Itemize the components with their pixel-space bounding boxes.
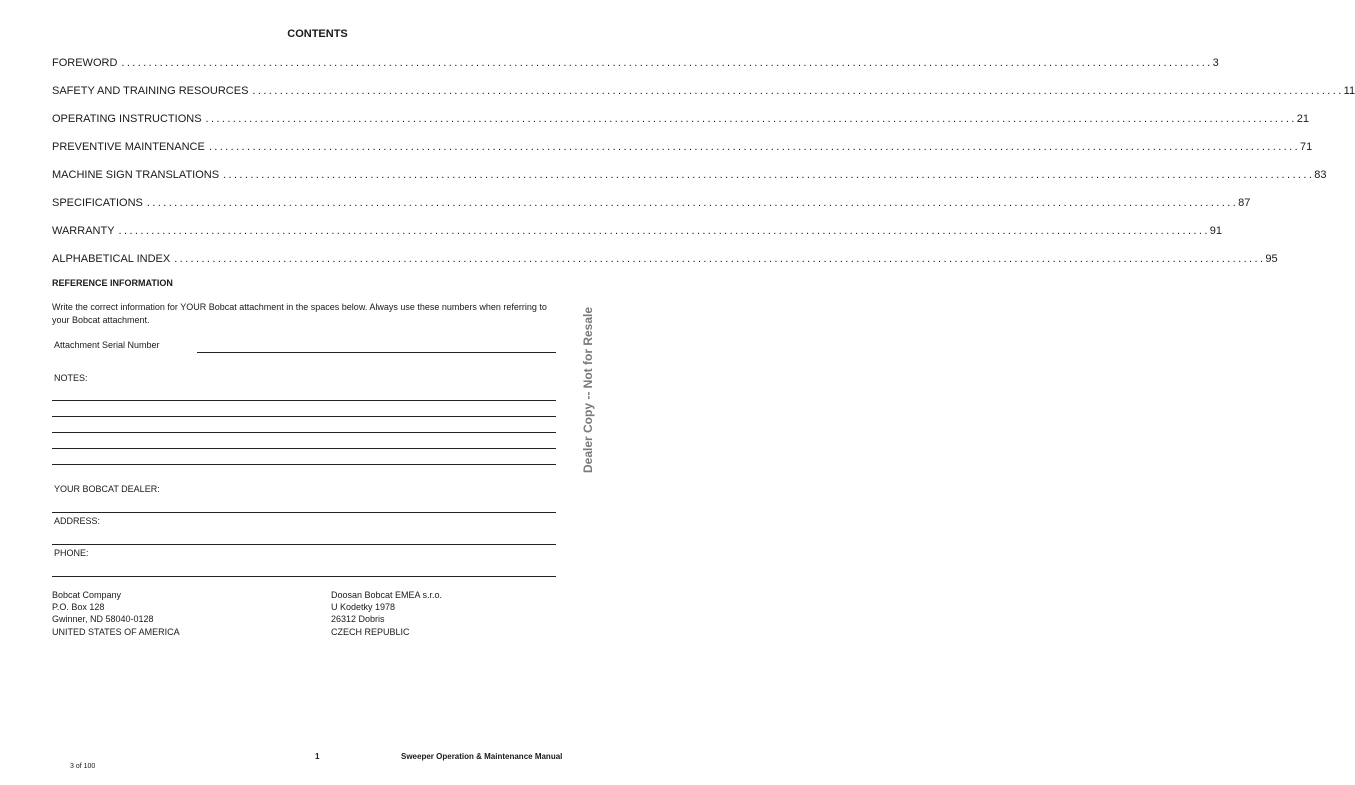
manual-title: Sweeper Operation & Maintenance Manual — [401, 752, 563, 761]
address-line-text: 26312 Dobris — [331, 614, 385, 625]
toc-entry-title: FOREWORD — [52, 57, 118, 69]
toc-entry-page: 83 — [1314, 169, 1327, 181]
toc-entry-page: 95 — [1265, 253, 1278, 265]
phone-label: PHONE: — [54, 548, 89, 558]
toc-entry-title: ALPHABETICAL INDEX — [52, 253, 171, 265]
toc-entry-page: 11 — [1343, 85, 1355, 97]
page-number: 1 — [315, 752, 320, 761]
emea-address — [331, 589, 442, 638]
toc-entry — [52, 251, 1278, 265]
toc-entry-title: PREVENTIVE MAINTENANCE — [52, 141, 205, 153]
toc-entry-title: WARRANTY — [52, 225, 115, 237]
address-line-text: P.O. Box 128 — [52, 602, 105, 613]
toc-entry-title: SPECIFICATIONS — [52, 197, 143, 209]
toc-entry-title: SAFETY AND TRAINING RESOURCES — [52, 85, 249, 97]
address-line — [52, 544, 556, 545]
toc-leader-dots: ........................................................................................................................................................................................................ — [208, 141, 1301, 153]
reference-heading: REFERENCE INFORMATION — [52, 278, 173, 288]
address-label: ADDRESS: — [54, 516, 101, 526]
toc-leader-dots: ........................................................................................................................................................................................................ — [118, 225, 1210, 237]
toc-leader-dots: ........................................................................................................................................................................................................ — [223, 169, 1315, 181]
toc-leader-dots: ........................................................................................................................................................................................................ — [252, 85, 1344, 97]
address-line-text: Doosan Bobcat EMEA s.r.o. — [331, 590, 443, 600]
address-line-text: Bobcat Company — [52, 590, 122, 600]
toc-entry-title: MACHINE SIGN TRANSLATIONS — [52, 169, 220, 181]
reference-instructions: Write the correct information for YOUR Bobcat attachment in the spaces below. Always use these numbers when referring to your Bobcat attachment. — [52, 302, 547, 325]
toc-entry — [52, 139, 1313, 153]
toc-entry — [52, 167, 1327, 181]
notes-line — [52, 400, 556, 401]
us-address — [52, 589, 180, 638]
dealer-label: YOUR BOBCAT DEALER: — [54, 484, 160, 494]
dealer-copy-watermark: Dealer Copy -- Not for Resale — [581, 306, 595, 474]
page-title: CONTENTS — [287, 28, 348, 40]
toc-entry-page: 87 — [1238, 197, 1251, 209]
address-line-text: Gwinner, ND 58040-0128 — [52, 614, 154, 625]
serial-number-line — [197, 352, 556, 353]
notes-label: NOTES: — [54, 373, 88, 383]
toc-entry — [52, 55, 1219, 69]
toc-leader-dots: ........................................................................................................................................................................................................ — [146, 197, 1239, 209]
address-line-text: CZECH REPUBLIC — [331, 626, 410, 637]
toc-leader-dots: ........................................................................................................................................................................................................ — [205, 113, 1297, 125]
toc-entry-page: 21 — [1296, 113, 1310, 125]
notes-line — [52, 416, 556, 417]
phone-line — [52, 576, 556, 577]
toc-entry — [52, 111, 1310, 125]
address-line-text: UNITED STATES OF AMERICA — [52, 626, 180, 637]
toc-entry — [52, 223, 1223, 237]
toc-entry — [52, 195, 1251, 209]
toc-entry-page: 3 — [1212, 57, 1219, 69]
toc-leader-dots: ........................................................................................................................................................................................................ — [121, 57, 1213, 69]
notes-line — [52, 448, 556, 449]
serial-number-label: Attachment Serial Number — [54, 340, 160, 350]
notes-line — [52, 432, 556, 433]
toc-entry-page: 91 — [1209, 225, 1223, 237]
dealer-line — [52, 512, 556, 513]
toc-entry — [52, 83, 1355, 97]
toc-entry-page: 71 — [1300, 141, 1313, 153]
page-of-count: 3 of 100 — [70, 763, 96, 770]
toc-leader-dots: ........................................................................................................................................................................................................ — [174, 253, 1266, 265]
notes-line — [52, 464, 556, 465]
toc-entry-title: OPERATING INSTRUCTIONS — [52, 113, 202, 125]
address-line-text: U Kodetky 1978 — [331, 602, 396, 613]
